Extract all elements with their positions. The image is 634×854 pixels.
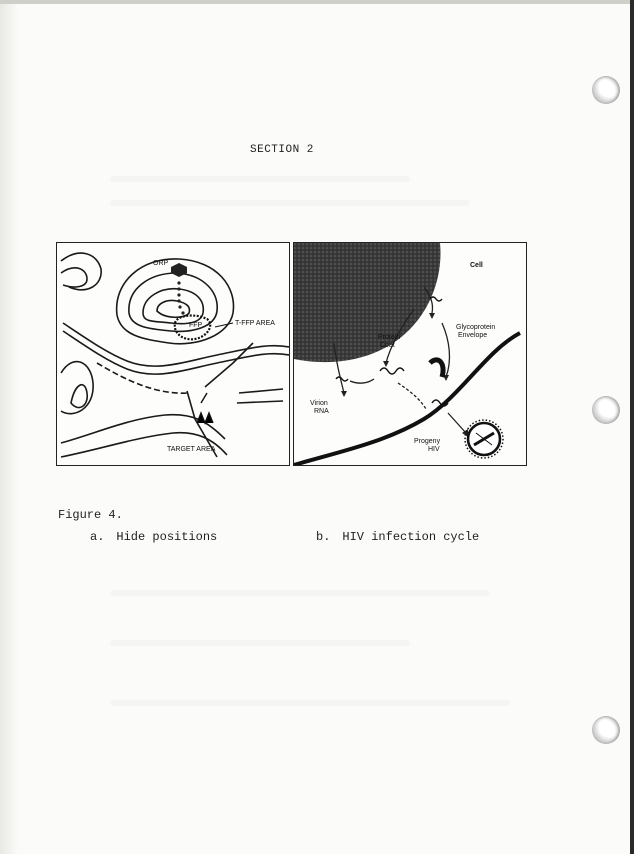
section-title: SECTION 2 [250, 144, 314, 156]
progeny-hiv-label-1: Progeny [414, 438, 441, 445]
page-shadow-left [0, 0, 18, 854]
show-through-line [110, 200, 470, 206]
t-ffp-area-label: T-FFP AREA [235, 320, 275, 327]
show-through-line [110, 640, 410, 646]
caption-b [316, 530, 479, 544]
binder-hole-bottom [592, 716, 620, 744]
caption-a-letter: a. [90, 530, 105, 544]
show-through-line [110, 700, 510, 706]
binder-hole-middle [592, 396, 620, 424]
cell-nucleus [294, 243, 440, 362]
cell-label: Cell [470, 262, 483, 269]
figure-4a-map [56, 242, 290, 466]
caption-b-letter: b. [316, 530, 331, 544]
protein-coat-label-1: Protein [378, 334, 401, 341]
binder-hole-top [592, 76, 620, 104]
protein-coat-label-2: Coat [380, 342, 395, 349]
glycoprotein-label-2: Envelope [458, 332, 488, 339]
virion-rna-label-1: Virion [310, 400, 328, 407]
page-shadow-top [0, 0, 634, 4]
caption-a-text: Hide positions [116, 530, 218, 544]
progeny-hiv-label-2: HIV [428, 446, 440, 453]
figure-4b-diagram [293, 242, 527, 466]
orp-label: ORP [153, 260, 169, 267]
show-through-line [110, 176, 410, 182]
caption-b-text: HIV infection cycle [342, 530, 480, 544]
caption-a [90, 530, 217, 544]
glycoprotein-envelope-shape [430, 360, 443, 377]
target-area-label: TARGET AREA [167, 446, 216, 453]
orp-marker-icon [171, 263, 187, 277]
hiv-infection-cycle-diagram [294, 243, 526, 465]
glycoprotein-label-1: Glycoprotein [456, 324, 496, 331]
hide-positions-map [57, 243, 289, 465]
ffp-label: FFP [189, 322, 203, 329]
show-through-line [110, 590, 490, 596]
figure-label: Figure 4. [58, 508, 123, 522]
virion-rna-label-2: RNA [314, 408, 329, 415]
page-edge-right [630, 0, 634, 854]
